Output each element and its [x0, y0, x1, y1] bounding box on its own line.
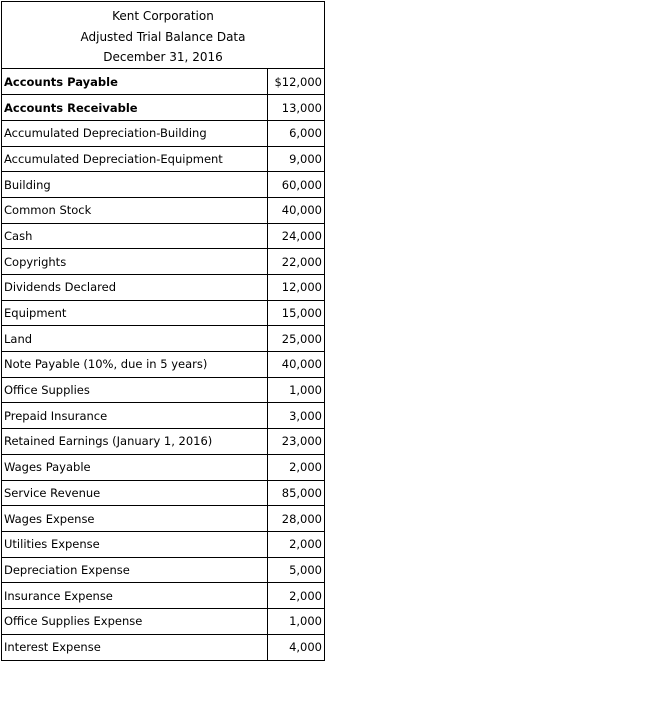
- table-row: [2, 275, 324, 301]
- account-name: Service Revenue: [2, 480, 267, 506]
- account-amount: $12,000: [267, 69, 324, 95]
- account-name: Dividends Declared: [2, 275, 267, 301]
- table-row: [2, 506, 324, 532]
- account-amount: 24,000: [267, 223, 324, 249]
- table-row: [2, 429, 324, 455]
- table-row: [2, 531, 324, 557]
- account-amount: 40,000: [267, 197, 324, 223]
- account-name: Copyrights: [2, 249, 267, 275]
- account-amount: 2,000: [267, 583, 324, 609]
- account-name: Equipment: [2, 300, 267, 326]
- account-name: Building: [2, 172, 267, 198]
- table-row: [2, 197, 324, 223]
- table-row: [2, 454, 324, 480]
- table-row: [2, 223, 324, 249]
- account-amount: 85,000: [267, 480, 324, 506]
- account-name: Office Supplies Expense: [2, 608, 267, 634]
- account-amount: 1,000: [267, 377, 324, 403]
- account-amount: 6,000: [267, 120, 324, 146]
- account-amount: 22,000: [267, 249, 324, 275]
- account-name: Accumulated Depreciation-Building: [2, 120, 267, 146]
- account-amount: 13,000: [267, 95, 324, 121]
- account-amount: 25,000: [267, 326, 324, 352]
- table-row: [2, 583, 324, 609]
- table-row: [2, 249, 324, 275]
- account-amount: 15,000: [267, 300, 324, 326]
- account-amount: 1,000: [267, 608, 324, 634]
- account-amount: 40,000: [267, 352, 324, 378]
- table-row: [2, 120, 324, 146]
- table-row: [2, 326, 324, 352]
- account-name: Retained Earnings (January 1, 2016): [2, 429, 267, 455]
- trial-balance-sheet: [1, 1, 325, 661]
- account-amount: 2,000: [267, 454, 324, 480]
- report-date: December 31, 2016: [103, 50, 223, 64]
- table-row: [2, 377, 324, 403]
- account-amount: 9,000: [267, 146, 324, 172]
- table-row: [2, 69, 324, 95]
- table-row: [2, 403, 324, 429]
- account-amount: 3,000: [267, 403, 324, 429]
- table-row: [2, 634, 324, 660]
- account-name: Accumulated Depreciation-Equipment: [2, 146, 267, 172]
- table-row: [2, 480, 324, 506]
- account-amount: 23,000: [267, 429, 324, 455]
- account-name: Note Payable (10%, due in 5 years): [2, 352, 267, 378]
- table-row: [2, 95, 324, 121]
- accounts-table: [2, 69, 324, 660]
- account-name: Utilities Expense: [2, 531, 267, 557]
- account-name: Common Stock: [2, 197, 267, 223]
- table-row: [2, 300, 324, 326]
- account-name: Wages Payable: [2, 454, 267, 480]
- company-name: Kent Corporation: [112, 9, 214, 23]
- table-row: [2, 172, 324, 198]
- account-name: Prepaid Insurance: [2, 403, 267, 429]
- account-amount: 12,000: [267, 275, 324, 301]
- account-name: Cash: [2, 223, 267, 249]
- sheet-header: [2, 2, 324, 69]
- report-title: Adjusted Trial Balance Data: [80, 29, 246, 44]
- account-name: Land: [2, 326, 267, 352]
- account-name: Accounts Payable: [2, 69, 267, 95]
- table-row: [2, 352, 324, 378]
- account-name: Depreciation Expense: [2, 557, 267, 583]
- account-amount: 60,000: [267, 172, 324, 198]
- account-name: Wages Expense: [2, 506, 267, 532]
- account-amount: 28,000: [267, 506, 324, 532]
- account-amount: 4,000: [289, 640, 322, 655]
- table-row: [2, 608, 324, 634]
- account-amount: 2,000: [267, 531, 324, 557]
- table-row: [2, 146, 324, 172]
- account-amount: 5,000: [267, 557, 324, 583]
- account-name: Accounts Receivable: [2, 95, 267, 121]
- account-name: Interest Expense: [2, 634, 267, 660]
- table-row: [2, 557, 324, 583]
- account-name: Insurance Expense: [2, 583, 267, 609]
- account-name: Office Supplies: [2, 377, 267, 403]
